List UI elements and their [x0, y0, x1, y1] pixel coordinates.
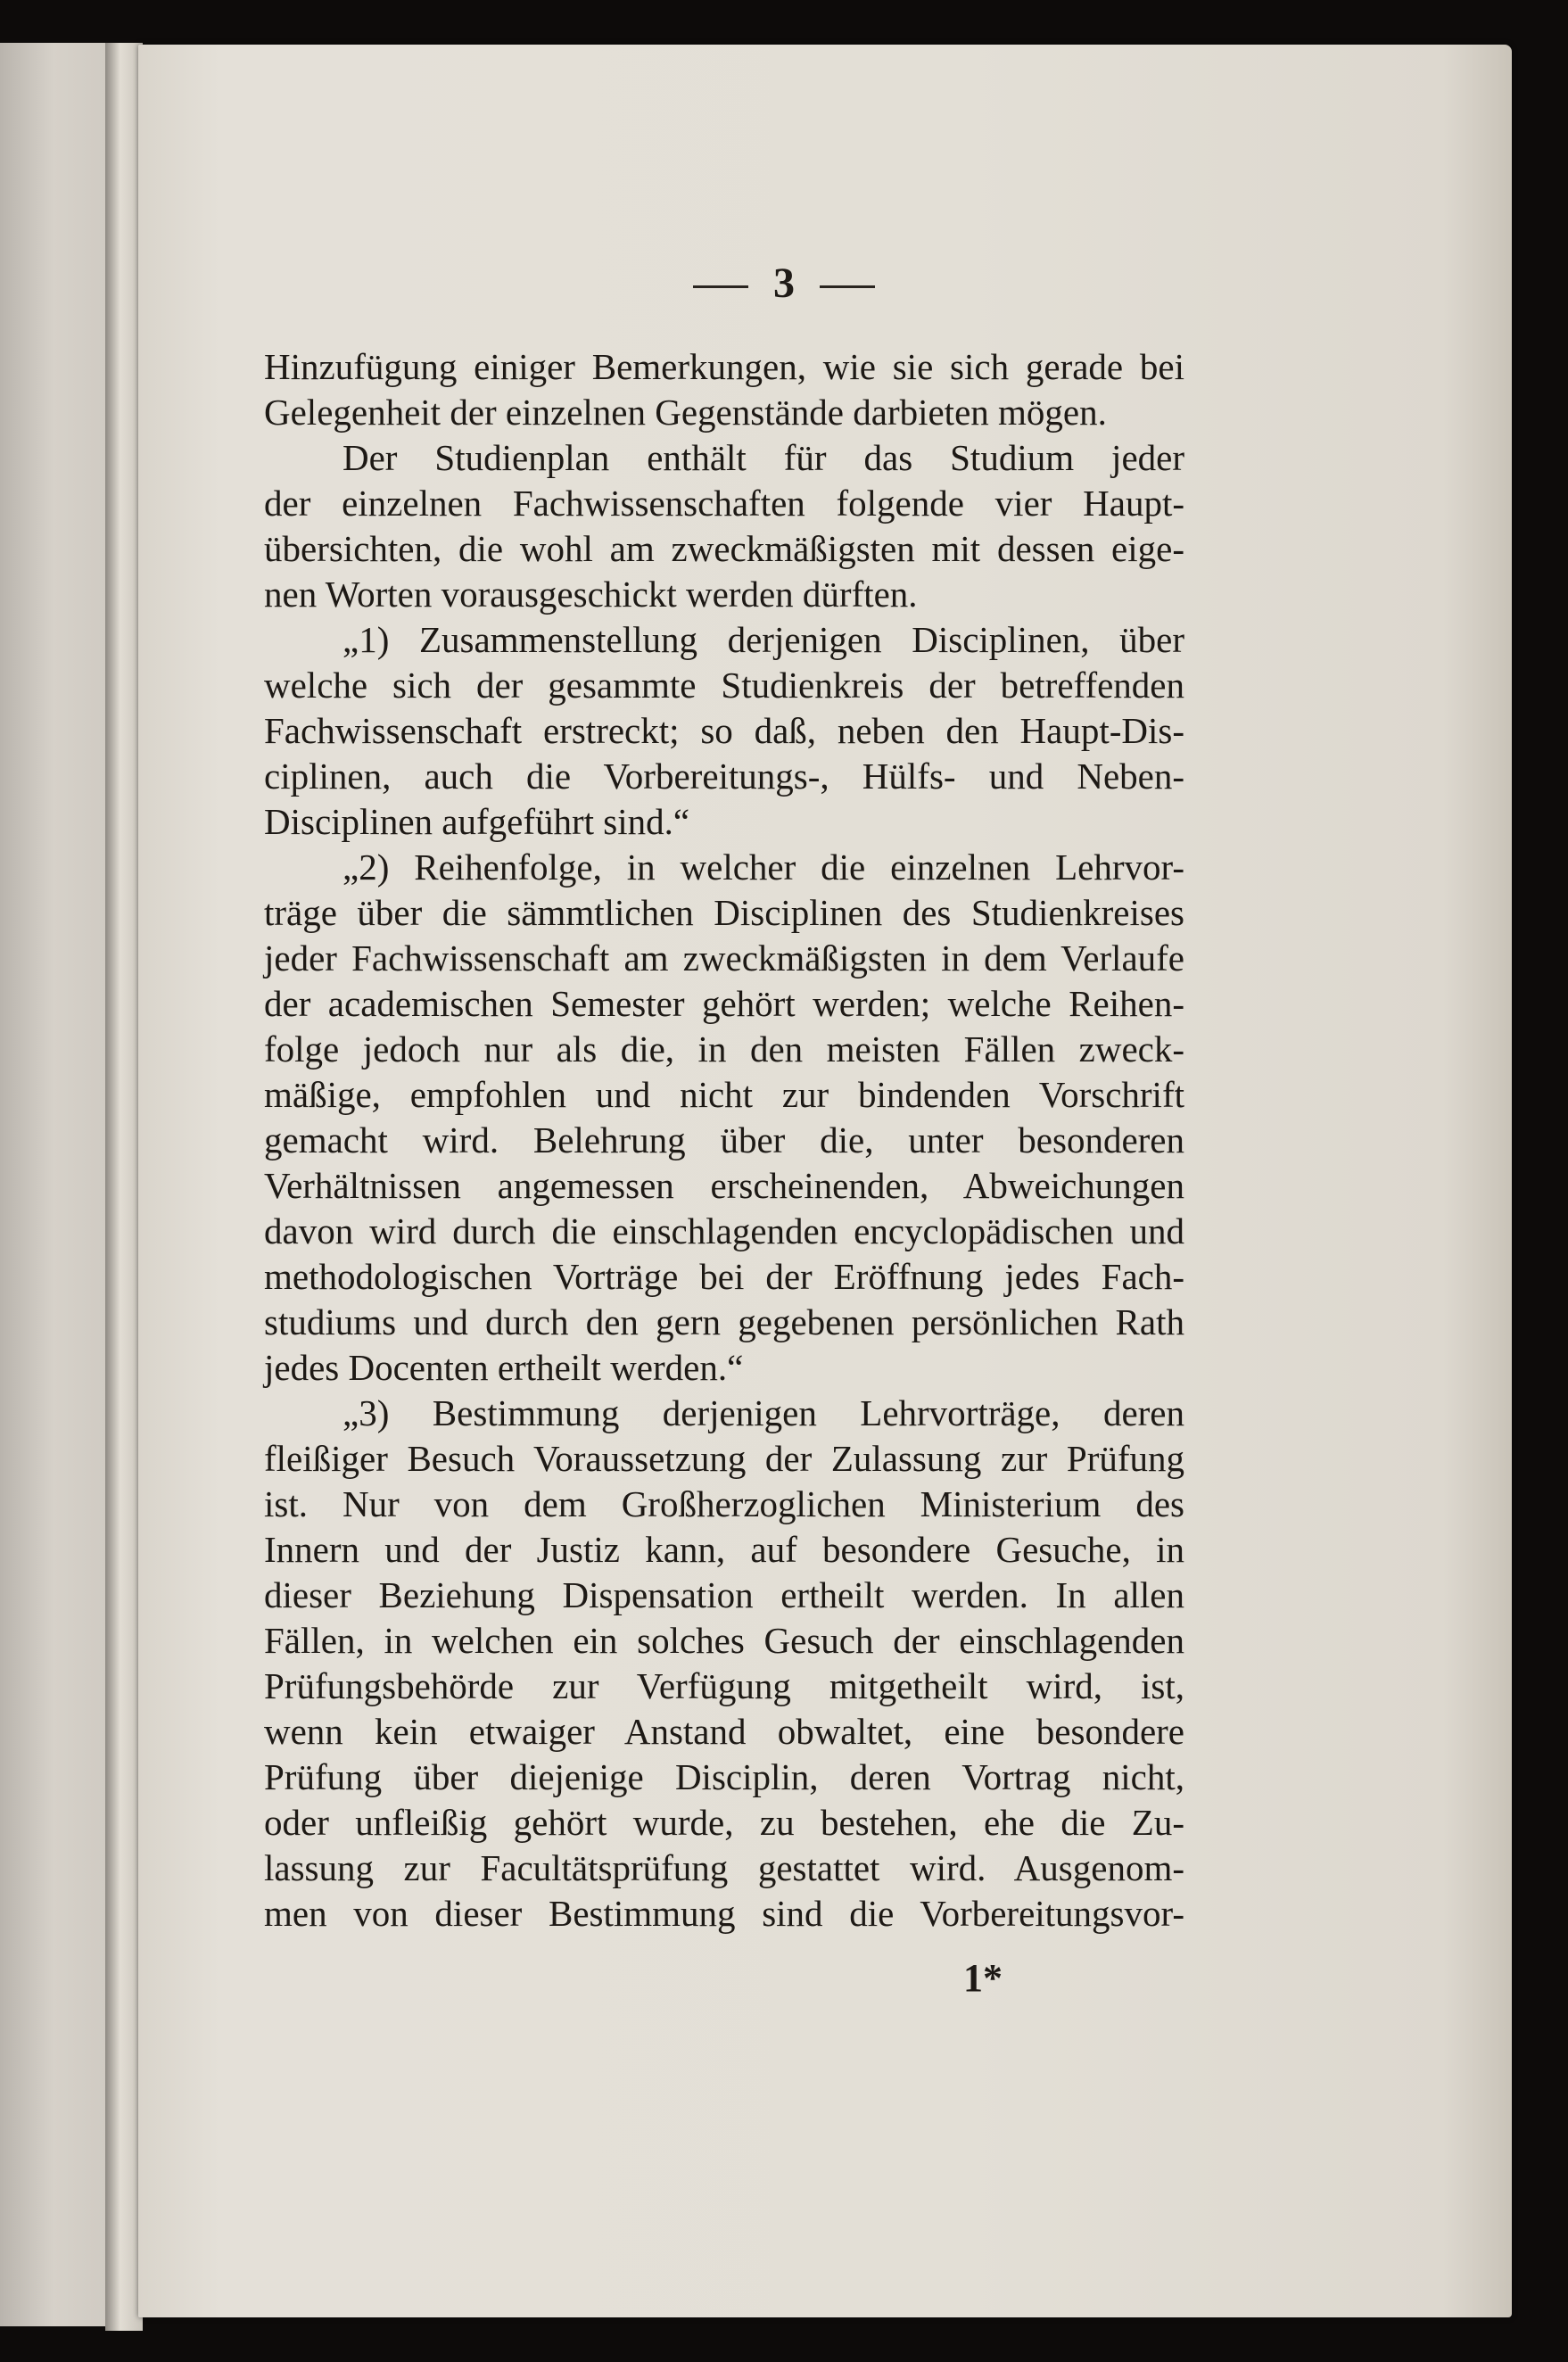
- text-line: Der Studienplan enthält für das Studium jeder: [342, 437, 1184, 478]
- text-line: Fachwissenschaft erstreckt; so daß, neben den Haupt-Dis-: [264, 710, 1184, 751]
- text-line: „1) Zusammenstellung derjenigen Disciplinen, über: [342, 619, 1184, 660]
- text-line: „2) Reihenfolge, in welcher die einzelnen Lehrvor-: [342, 847, 1184, 888]
- header-dash-left: [693, 285, 748, 288]
- page-header: [0, 259, 1568, 308]
- book-gutter: [105, 43, 143, 2331]
- text-line: mäßige, empfohlen und nicht zur bindenden Vorschrift: [264, 1074, 1184, 1115]
- text-line: Disciplinen aufgeführt sind.“: [264, 801, 690, 842]
- text-line: „3) Bestimmung derjenigen Lehrvorträge, deren: [342, 1392, 1184, 1433]
- text-line: träge über die sämmtlichen Disciplinen des Studienkreises: [264, 892, 1184, 933]
- text-line: davon wird durch die einschlagenden encyclopädischen und: [264, 1210, 1184, 1251]
- text-line: lassung zur Facultätsprüfung gestattet wird. Ausgenom-: [264, 1847, 1184, 1888]
- body-text: [264, 344, 1184, 1937]
- text-line: Fällen, in welchen ein solches Gesuch der einschlagenden: [264, 1620, 1184, 1661]
- text-line: jedes Docenten ertheilt werden.“: [264, 1347, 744, 1388]
- text-line: gemacht wird. Belehrung über die, unter besonderen: [264, 1119, 1184, 1160]
- text-line: oder unfleißig gehört wurde, zu bestehen, ehe die Zu-: [264, 1802, 1184, 1843]
- text-line: ciplinen, auch die Vorbereitungs-, Hülfs- und Neben-: [264, 756, 1184, 797]
- text-line: welche sich der gesammte Studienkreis der betreffenden: [264, 665, 1184, 706]
- text-line: folge jedoch nur als die, in den meisten Fällen zweck-: [264, 1028, 1184, 1070]
- text-line: studiums und durch den gern gegebenen persönlichen Rath: [264, 1301, 1184, 1342]
- text-line: men von dieser Bestimmung sind die Vorbereitungsvor-: [264, 1893, 1184, 1934]
- text-line: Gelegenheit der einzelnen Gegenstände darbieten mögen.: [264, 392, 1107, 433]
- text-line: jeder Fachwissenschaft am zweckmäßigsten in dem Verlaufe: [264, 937, 1184, 979]
- text-line: nen Worten vorausgeschickt werden dürften.: [264, 574, 918, 615]
- text-line: Prüfungsbehörde zur Verfügung mitgetheilt wird, ist,: [264, 1665, 1184, 1706]
- text-line: wenn kein etwaiger Anstand obwaltet, eine besondere: [264, 1711, 1184, 1752]
- text-line: ist. Nur von dem Großherzoglichen Ministerium des: [264, 1483, 1184, 1524]
- text-line: der academischen Semester gehört werden; welche Reihen-: [264, 983, 1184, 1024]
- text-line: Verhältnissen angemessen erscheinenden, Abweichungen: [264, 1165, 1184, 1206]
- text-line: Innern und der Justiz kann, auf besondere Gesuche, in: [264, 1529, 1184, 1570]
- text-line: der einzelnen Fachwissenschaften folgende vier Haupt-: [264, 483, 1184, 524]
- signature-mark: 1*: [963, 1956, 1003, 2000]
- header-dash-right: [820, 285, 875, 288]
- page-number: 3: [773, 260, 795, 307]
- text-line: methodologischen Vorträge bei der Eröffnung jedes Fach-: [264, 1256, 1184, 1297]
- text-line: Hinzufügung einiger Bemerkungen, wie sie sich gerade bei: [264, 346, 1184, 387]
- text-line: dieser Beziehung Dispensation ertheilt werden. In allen: [264, 1574, 1184, 1615]
- text-line: übersichten, die wohl am zweckmäßigsten mit dessen eige-: [264, 528, 1184, 569]
- text-line: Prüfung über diejenige Disciplin, deren Vortrag nicht,: [264, 1756, 1184, 1797]
- text-line: fleißiger Besuch Voraussetzung der Zulassung zur Prüfung: [264, 1438, 1184, 1479]
